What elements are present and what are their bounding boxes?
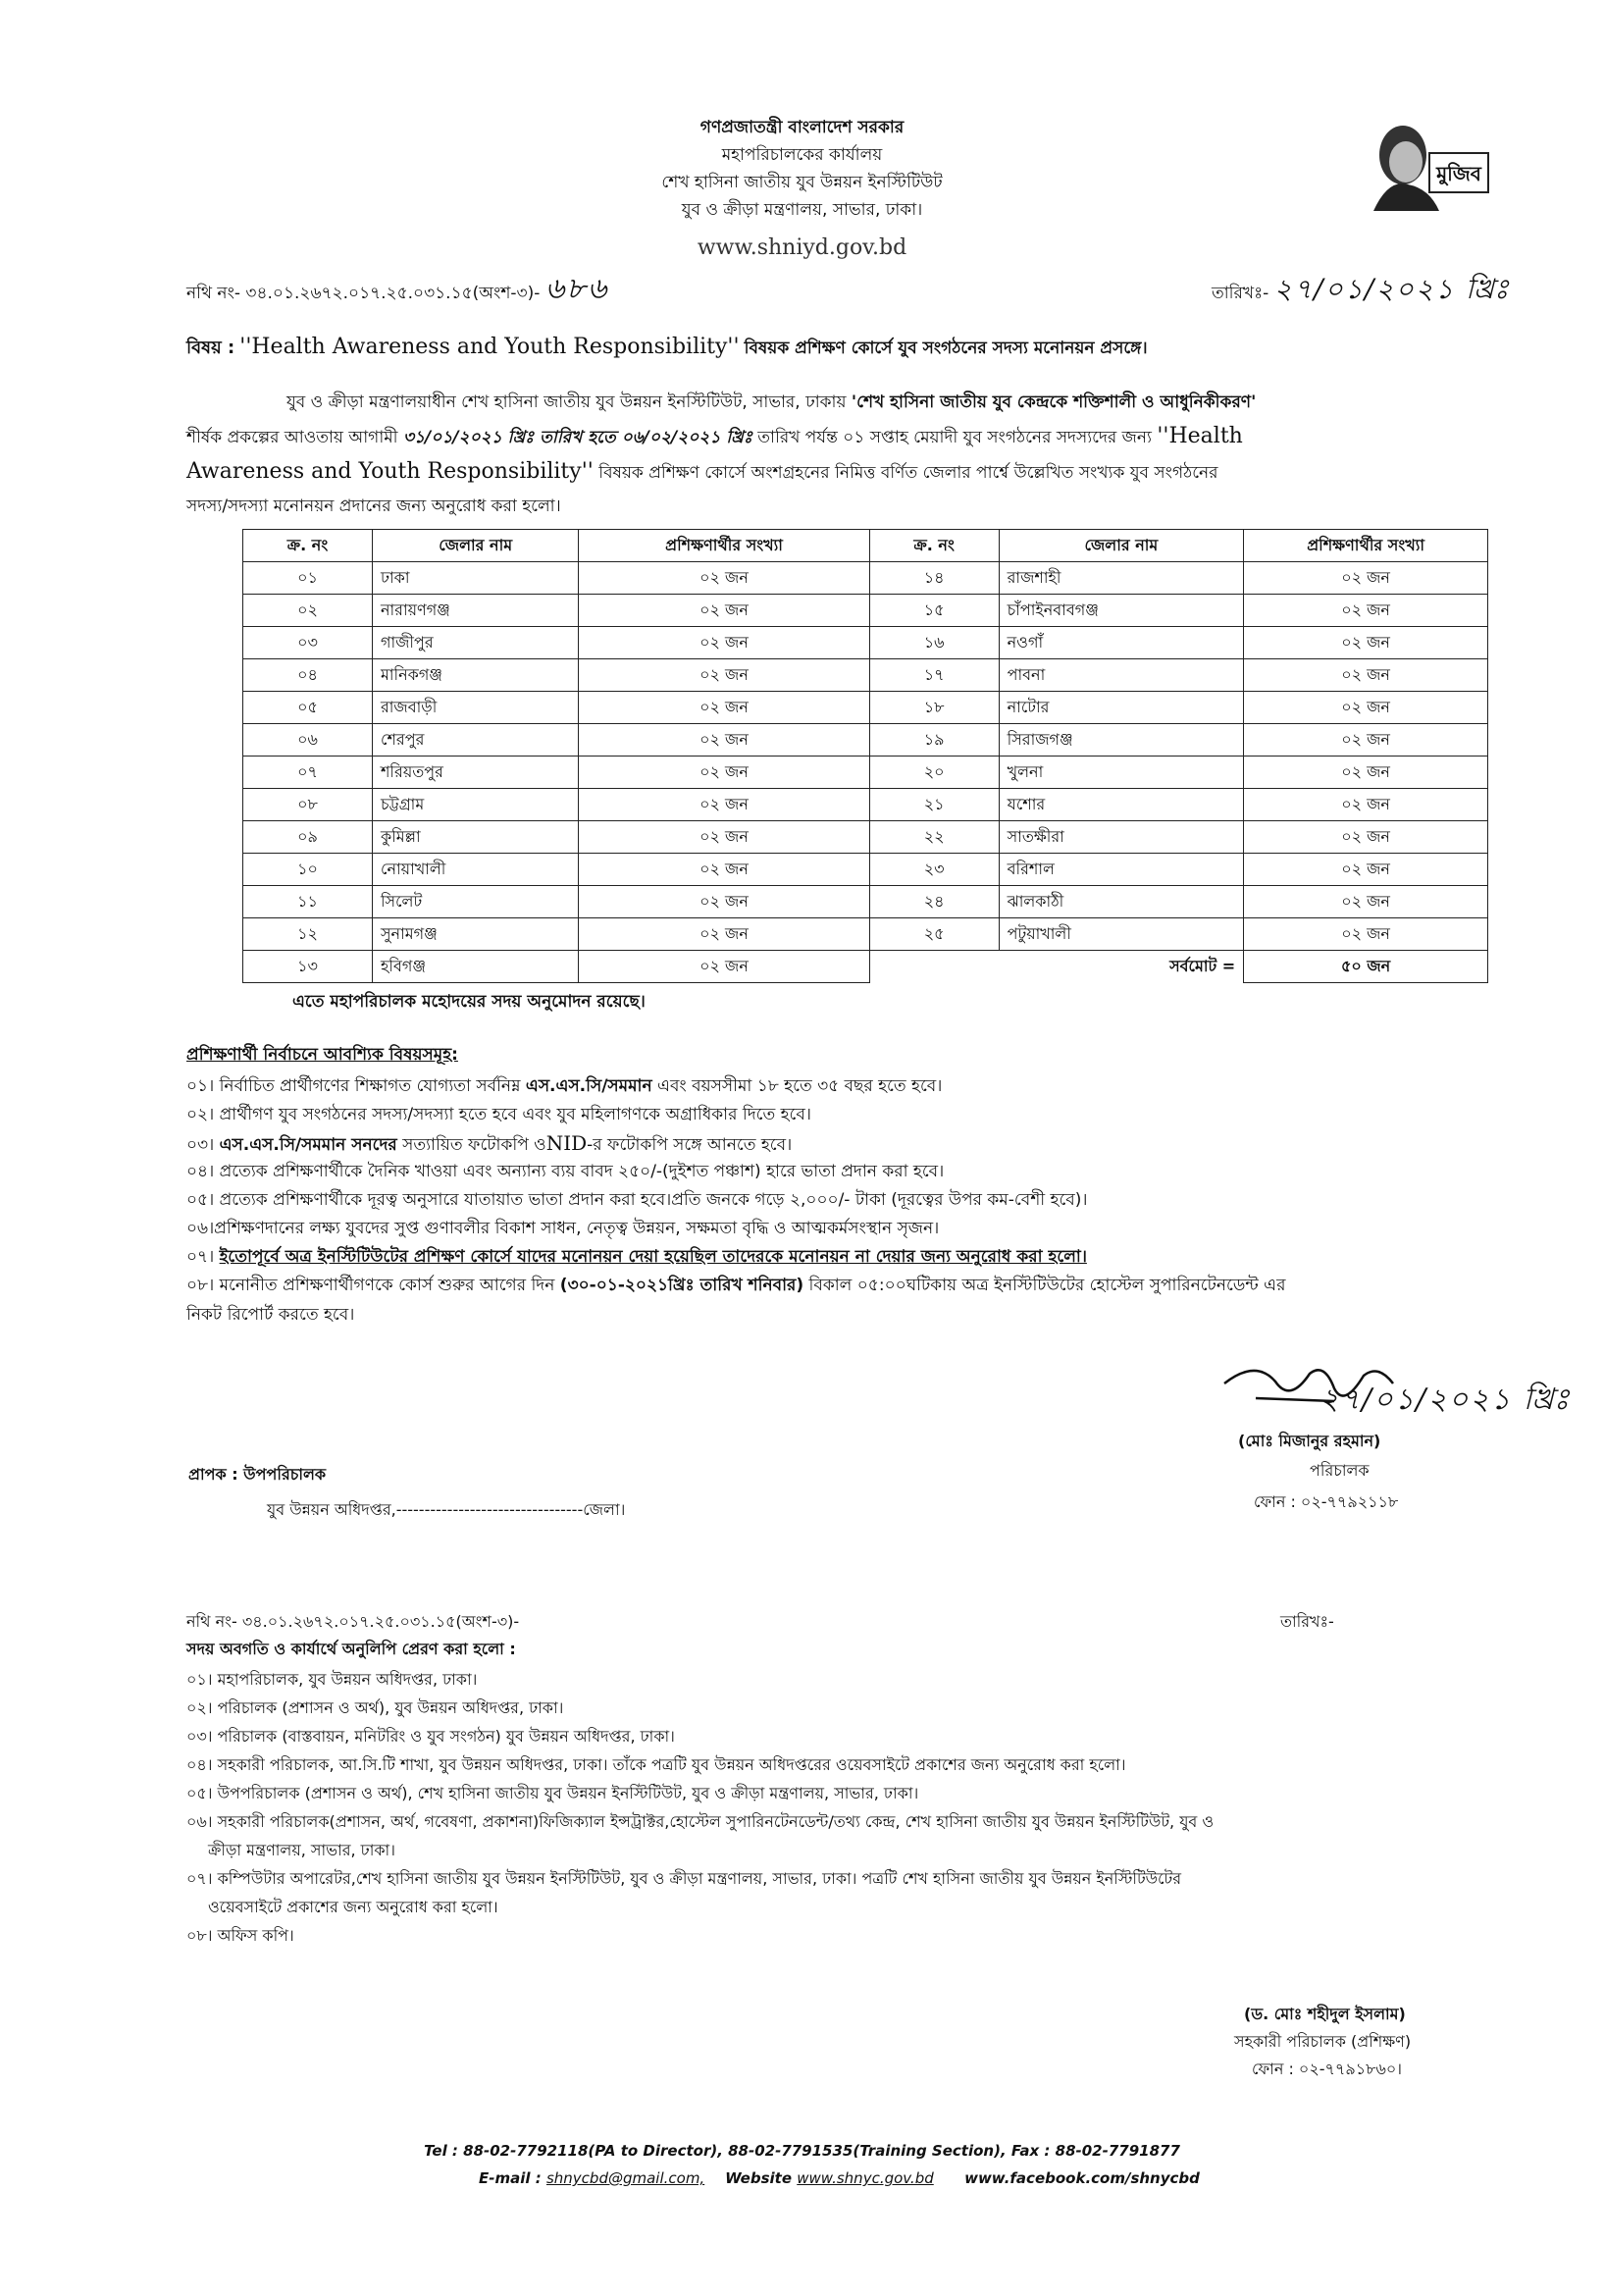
- col-header: প্রশিক্ষণার্থীর সংখ্যা: [579, 530, 869, 562]
- copy-date-label: তারিখঃ-: [1280, 1612, 1334, 1631]
- body-text: বিষয়ক প্রশিক্ষণ কোর্সে অংশগ্রহনের নিমিত্ত বর্ণিত জেলার পার্শ্বে উল্লেখিত সংখ্যক যুব সংগঠনের: [598, 463, 1218, 483]
- memo-date-label: তারিখঃ-: [1212, 284, 1269, 303]
- total-label: সর্বমোট =: [869, 951, 1244, 983]
- table-cell: শরিয়তপুর: [372, 757, 578, 789]
- text: ইতোপূর্বে অত্র ইনস্টিটিউটের প্রশিক্ষণ কোর্সে যাদের মনোনয়ন দেয়া হয়েছিল তাদেরকে মনোনয়ন না দেয়ার জন্য অনুরোধ করা হলো।: [219, 1247, 1087, 1267]
- table-row-total: [243, 951, 1488, 983]
- col-header: প্রশিক্ষণার্থীর সংখ্যা: [1244, 530, 1488, 562]
- table-cell: ০২: [243, 595, 373, 627]
- table-cell: ১৮: [869, 692, 999, 724]
- table-cell: ০২ জন: [579, 886, 869, 918]
- header-ministry: যুব ও ক্রীড়া মন্ত্রণালয়, সাভার, ঢাকা।: [681, 200, 923, 220]
- table-cell: ০৬: [243, 724, 373, 757]
- table-cell: ০২ জন: [1244, 886, 1488, 918]
- course-name: Awareness and Youth Responsibility'': [186, 459, 594, 484]
- table-cell: ০২ জন: [1244, 724, 1488, 757]
- table-cell: মানিকগঞ্জ: [372, 659, 578, 692]
- table-cell: ০১: [243, 562, 373, 595]
- table-cell: সাতক্ষীরা: [999, 821, 1244, 854]
- table-cell: ২৫: [869, 918, 999, 951]
- mujib-logo: [1369, 118, 1496, 211]
- text: ০৩।: [186, 1135, 215, 1155]
- col-header: জেলার নাম: [372, 530, 578, 562]
- table-cell: ১৩: [243, 951, 373, 983]
- logo-label: মুজিব: [1436, 162, 1481, 185]
- table-cell: ০৫: [243, 692, 373, 724]
- text: এস.এস.সি/সমমান: [525, 1076, 652, 1096]
- table-cell: ০২ জন: [579, 918, 869, 951]
- table-cell: ০২ জন: [1244, 918, 1488, 951]
- table-cell: ০২ জন: [579, 951, 869, 983]
- table-row: [243, 692, 1488, 724]
- table-cell: ০২ জন: [1244, 757, 1488, 789]
- table-cell: ১৫: [869, 595, 999, 627]
- table-cell: ২২: [869, 821, 999, 854]
- memo-ref-label: নথি নং- ৩৪.০১.২৬৭২.০১৭.২৫.০৩১.১৫(অংশ-৩)-: [186, 284, 541, 303]
- email-link[interactable]: shnycbd@gmail.com,: [545, 2169, 705, 2187]
- table-cell: ঝালকাঠী: [999, 886, 1244, 918]
- table-row: [243, 659, 1488, 692]
- requirement-item-3: [186, 1129, 792, 1160]
- table-body: [243, 562, 1488, 983]
- copy-title: সদয় অবগতি ও কার্যার্থে অনুলিপি প্রেরণ করা হলো :: [186, 1640, 516, 1658]
- text: সত্যায়িত ফটোকপি ও: [402, 1135, 546, 1155]
- facebook-link[interactable]: www.facebook.com/shnycbd: [964, 2169, 1200, 2187]
- table-row: [243, 918, 1488, 951]
- copy-item-1: ০১। মহাপরিচালক, যুব উন্নয়ন অধিদপ্তর, ঢাকা।: [186, 1670, 478, 1689]
- table-cell: রাজবাড়ী: [372, 692, 578, 724]
- district-table: [242, 529, 1488, 983]
- table-cell: শেরপুর: [372, 724, 578, 757]
- body-line-3: [186, 457, 1218, 488]
- table-cell: সুনামগঞ্জ: [372, 918, 578, 951]
- table-row: [243, 821, 1488, 854]
- table-cell: ০২ জন: [579, 627, 869, 659]
- copy-item-8: ০৮। অফিস কপি।: [186, 1926, 294, 1945]
- subject-rest: বিষয়ক প্রশিক্ষণ কোর্সে যুব সংগঠনের সদস্য মনোনয়ন প্রসঙ্গে।: [744, 339, 1148, 358]
- table-cell: ০২ জন: [579, 724, 869, 757]
- signature-date: ২৭/০১/২০২১ খ্রিঃ: [1319, 1383, 1572, 1417]
- table-cell: যশোর: [999, 789, 1244, 821]
- header-govt: গণপ্রজাতন্ত্রী বাংলাদেশ সরকার: [699, 118, 905, 137]
- table-cell: ০২ জন: [579, 757, 869, 789]
- recipient-label: প্রাপক : উপপরিচালক: [188, 1465, 327, 1484]
- body-text: শীর্ষক প্রকল্পের আওতায় আগামী: [186, 428, 398, 447]
- table-cell: নাটোর: [999, 692, 1244, 724]
- table-cell: বরিশাল: [999, 854, 1244, 886]
- body-line-2: [186, 422, 1243, 452]
- website-label: Website: [725, 2169, 793, 2187]
- website-link[interactable]: www.shnyc.gov.bd: [797, 2169, 934, 2187]
- table-cell: ০২ জন: [1244, 595, 1488, 627]
- requirement-item-8: [186, 1272, 1285, 1300]
- table-row: [243, 595, 1488, 627]
- requirement-item-8-cont: নিকট রিপোর্ট করতে হবে।: [186, 1305, 355, 1325]
- table-cell: ০২ জন: [1244, 821, 1488, 854]
- table-cell: ০২ জন: [1244, 562, 1488, 595]
- table-cell: নোয়াখালী: [372, 854, 578, 886]
- requirement-item-7: [186, 1243, 1087, 1272]
- table-cell: ঢাকা: [372, 562, 578, 595]
- text: বিকাল ০৫:০০ঘটিকায় অত্র ইনস্টিটিউটের হোস্টেল সুপারিনটেনডেন্ট এর: [808, 1276, 1286, 1295]
- text: ০৮। মনোনীত প্রশিক্ষণার্থীগণকে কোর্স শুরুর আগের দিন: [186, 1276, 555, 1295]
- table-cell: ০২ জন: [1244, 659, 1488, 692]
- table-cell: পটুয়াখালী: [999, 918, 1244, 951]
- table-cell: ০২ জন: [579, 659, 869, 692]
- copy-item-6: ০৬। সহকারী পরিচালক(প্রশাসন, অর্থ, গবেষণা, প্রকাশনা)ফিজিক্যাল ইন্সট্রাক্টর,হোস্টেল সুপারিনটেনডেন্ট/তথ্য কেন্দ্র, শেখ হাসিনা জাতীয় যুব উন্নয়ন ইনস্টিটিউট, যুব ও: [186, 1812, 1215, 1831]
- text: ০৭।: [186, 1247, 215, 1267]
- table-cell: ০২ জন: [1244, 789, 1488, 821]
- recipient-line: যুব উন্নয়ন অধিদপ্তর,---------------------------------জেলা।: [267, 1500, 626, 1519]
- memo-date: [1212, 275, 1511, 308]
- requirements-title: প্রশিক্ষণার্থী নির্বাচনে আবশ্যিক বিষয়সমূহ:: [186, 1045, 458, 1065]
- director-name: (মোঃ মিজানুর রহমান): [1238, 1432, 1381, 1450]
- table-cell: ০২ জন: [579, 854, 869, 886]
- assistant-director-name: (ড. মোঃ শহীদুল ইসলাম): [1244, 2005, 1406, 2023]
- table-cell: ২০: [869, 757, 999, 789]
- mujib-portrait-icon: [1369, 118, 1496, 211]
- table-cell: ০২ জন: [1244, 854, 1488, 886]
- body-text: যুব ও ক্রীড়া মন্ত্রণালয়াধীন শেখ হাসিনা জাতীয় যুব উন্নয়ন ইনস্টিটিউট, সাভার, ঢাকায়: [286, 392, 847, 412]
- table-cell: ১৪: [869, 562, 999, 595]
- table-cell: ১৬: [869, 627, 999, 659]
- table-cell: পাবনা: [999, 659, 1244, 692]
- copy-item-3: ০৩। পরিচালক (বাস্তবায়ন, মনিটরিং ও যুব সংগঠন) যুব উন্নয়ন অধিদপ্তর, ঢাকা।: [186, 1727, 675, 1746]
- table-row: [243, 627, 1488, 659]
- table-cell: হবিগঞ্জ: [372, 951, 578, 983]
- table-cell: ০৩: [243, 627, 373, 659]
- subject: [186, 334, 1148, 364]
- header-website[interactable]: www.shniyd.gov.bd: [697, 235, 907, 260]
- project-name: 'শেখ হাসিনা জাতীয় যুব কেন্দ্রকে শক্তিশালী ও আধুনিকীকরণ': [851, 392, 1257, 412]
- text: NID: [545, 1131, 588, 1155]
- text: এস.এস.সি/সমমান সনদের: [219, 1135, 397, 1155]
- body-line-4: সদস্য/সদস্যা মনোনয়ন প্রদানের জন্য অনুরোধ করা হলো।: [186, 496, 561, 516]
- copy-ref: নথি নং- ৩৪.০১.২৬৭২.০১৭.২৫.০৩১.১৫(অংশ-৩)-: [186, 1612, 520, 1631]
- copy-item-6-cont: ক্রীড়া মন্ত্রণালয়, সাভার, ঢাকা।: [208, 1841, 395, 1859]
- table-cell: ০২ জন: [579, 789, 869, 821]
- header-institute: শেখ হাসিনা জাতীয় যুব উন্নয়ন ইনস্টিটিউট: [661, 173, 943, 192]
- course-name: ''Health: [1157, 424, 1243, 448]
- table-cell: নারায়ণগঞ্জ: [372, 595, 578, 627]
- requirement-item-4: ০৪। প্রত্যেক প্রশিক্ষণার্থীকে দৈনিক খাওয়া এবং অন্যান্য ব্যয় বাবদ ২৫০/-(দুইশত পঞ্চাশ) হারে ভাতা প্রদান করা হবে।: [186, 1162, 945, 1181]
- assistant-director-phone: ফোন : ০২-৭৭৯১৮৬০।: [1252, 2060, 1402, 2078]
- table-cell: ০২ জন: [1244, 692, 1488, 724]
- table-cell: ১২: [243, 918, 373, 951]
- table-cell: কুমিল্লা: [372, 821, 578, 854]
- table-cell: ০৭: [243, 757, 373, 789]
- copy-item-7-cont: ওয়েবসাইটে প্রকাশের জন্য অনুরোধ করা হলো।: [208, 1898, 498, 1916]
- table-cell: চাঁপাইনবাবগঞ্জ: [999, 595, 1244, 627]
- table-header-row: [243, 530, 1488, 562]
- table-row: [243, 789, 1488, 821]
- table-cell: ২৩: [869, 854, 999, 886]
- memo-ref-number: ৬৮৬: [544, 272, 609, 306]
- requirement-item-5: ০৫। প্রত্যেক প্রশিক্ষণার্থীকে দূরত্ব অনুসারে যাতায়াত ভাতা প্রদান করা হবে।প্রতি জনকে গড়ে ২,০০০/- টাকা (দূরত্বের উপর কম-বেশী হবে)।: [186, 1190, 1088, 1210]
- text: ০১। নির্বাচিত প্রার্থীগণের শিক্ষাগত যোগ্যতা সর্বনিম্ন: [186, 1076, 521, 1096]
- table-cell: ০২ জন: [579, 562, 869, 595]
- requirement-item-6: ০৬।প্রশিক্ষণদানের লক্ষ্য যুবদের সুপ্ত গুণাবলীর বিকাশ সাধন, নেতৃত্ব উন্নয়ন, সক্ষমতা বৃদ্ধি ও আত্মকর্মসংস্থান সৃজন।: [186, 1219, 940, 1238]
- text: (৩০-০১-২০২১খ্রিঃ তারিখ শনিবার): [559, 1276, 804, 1295]
- col-header: ক্র. নং: [869, 530, 999, 562]
- director-title: পরিচালক: [1310, 1461, 1370, 1480]
- subject-course: ''Health Awareness and Youth Responsibility'': [239, 335, 740, 359]
- table-cell: ১০: [243, 854, 373, 886]
- table-cell: ১১: [243, 886, 373, 918]
- col-header: ক্র. নং: [243, 530, 373, 562]
- table-cell: ০৯: [243, 821, 373, 854]
- approval-note: এতে মহাপরিচালক মহোদয়ের সদয় অনুমোদন রয়েছে।: [292, 992, 646, 1012]
- copy-item-7: ০৭। কম্পিউটার অপারেটর,শেখ হাসিনা জাতীয় যুব উন্নয়ন ইনস্টিটিউট, যুব ও ক্রীড়া মন্ত্রণালয়, সাভার, ঢাকা। পত্রটি শেখ হাসিনা জাতীয় যুব উন্নয়ন ইনস্টিটিউটের: [186, 1869, 1182, 1888]
- table-row: [243, 854, 1488, 886]
- table-cell: রাজশাহী: [999, 562, 1244, 595]
- header-office: মহাপরিচালকের কার্যালয়: [721, 145, 883, 165]
- table-row: [243, 757, 1488, 789]
- table-row: [243, 886, 1488, 918]
- table-cell: নওগাঁ: [999, 627, 1244, 659]
- table-cell: খুলনা: [999, 757, 1244, 789]
- table-row: [243, 562, 1488, 595]
- assistant-director-title: সহকারী পরিচালক (প্রশিক্ষণ): [1234, 2032, 1412, 2051]
- table-cell: ২৪: [869, 886, 999, 918]
- col-header: জেলার নাম: [999, 530, 1244, 562]
- text: এবং বয়সসীমা ১৮ হতে ৩৫ বছর হতে হবে।: [657, 1076, 943, 1096]
- body-line-1: [286, 389, 1256, 417]
- table-cell: ২১: [869, 789, 999, 821]
- table-cell: ০২ জন: [579, 821, 869, 854]
- requirement-item-2: ০২। প্রার্থীগণ যুব সংগঠনের সদস্য/সদস্যা হতে হবে এবং যুব মহিলাগণকে অগ্রাধিকার দিতে হবে।: [186, 1105, 811, 1124]
- table-cell: সিলেট: [372, 886, 578, 918]
- memo-ref: [186, 272, 609, 308]
- copy-item-5: ০৫। উপপরিচালক (প্রশাসন ও অর্থ), শেখ হাসিনা জাতীয় যুব উন্নয়ন ইনস্টিটিউট, যুব ও ক্রীড়া মন্ত্রণালয়, সাভার, ঢাকা।: [186, 1784, 919, 1802]
- table-cell: সিরাজগঞ্জ: [999, 724, 1244, 757]
- total-value: ৫০ জন: [1244, 951, 1488, 983]
- copy-item-4: ০৪। সহকারী পরিচালক, আ.সি.টি শাখা, যুব উন্নয়ন অধিদপ্তর, ঢাকা। তাঁকে পত্রটি যুব উন্নয়ন অধিদপ্তরের ওয়েবসাইটে প্রকাশের জন্য অনুরোধ করা হলো।: [186, 1755, 1126, 1774]
- table-cell: ০২ জন: [579, 692, 869, 724]
- email-label: E-mail :: [479, 2169, 542, 2187]
- footer-contact: Tel : 88-02-7792118(PA to Director), 88-02-7791535(Training Section), Fax : 88-02-7791877: [424, 2142, 1180, 2160]
- copy-item-2: ০২। পরিচালক (প্রশাসন ও অর্থ), যুব উন্নয়ন অধিদপ্তর, ঢাকা।: [186, 1698, 564, 1717]
- table-cell: ০২ জন: [1244, 627, 1488, 659]
- table-cell: গাজীপুর: [372, 627, 578, 659]
- table-row: [243, 724, 1488, 757]
- director-phone: ফোন : ০২-৭৭৯২১১৮: [1254, 1492, 1399, 1511]
- subject-label: বিষয় :: [186, 338, 235, 358]
- table-cell: ১৭: [869, 659, 999, 692]
- body-text: তারিখ পর্যন্ত ০১ সপ্তাহ মেয়াদী যুব সংগঠনের সদস্যদের জন্য: [757, 428, 1152, 447]
- memo-date-value: ২৭/০১/২০২১ খ্রিঃ: [1273, 273, 1511, 305]
- requirement-item-1: [186, 1072, 942, 1101]
- table-cell: ১৯: [869, 724, 999, 757]
- table-cell: ০২ জন: [579, 595, 869, 627]
- course-dates: ৩১/০১/২০২১ খ্রিঃ তারিখ হতে ০৬/০২/২০২১ খ্রিঃ: [402, 428, 752, 447]
- table-cell: চট্টগ্রাম: [372, 789, 578, 821]
- table-cell: ০৪: [243, 659, 373, 692]
- table-cell: ০৮: [243, 789, 373, 821]
- footer-links: [479, 2169, 1200, 2187]
- text: -র ফটোকপি সঙ্গে আনতে হবে।: [587, 1135, 793, 1155]
